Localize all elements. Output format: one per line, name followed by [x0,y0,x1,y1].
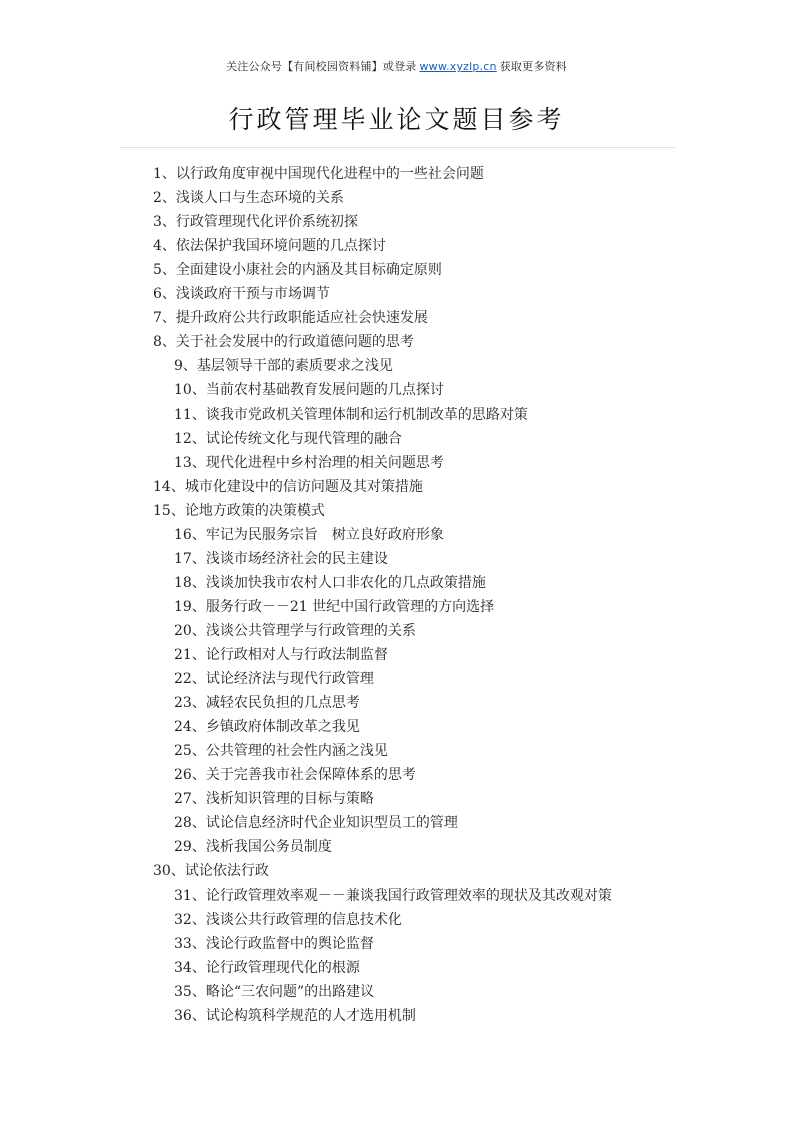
item-text: 试论传统文化与现代管理的融合 [205,430,402,447]
item-text: 公共管理的社会性内涵之浅见 [205,743,388,760]
item-text: 略论“三农问题”的出路建议 [205,983,375,1000]
item-text: 试论信息经济时代企业知识型员工的管理 [205,815,458,832]
list-item [174,909,402,931]
item-text: 当前农村基础教育发展问题的几点探讨 [205,382,444,399]
list-item [153,476,423,498]
item-number: 21、 [174,647,206,663]
list-item [174,404,528,426]
list-item [174,452,444,474]
item-text: 试论构筑科学规范的人才选用机制 [205,1007,416,1024]
list-item [174,379,444,401]
list-item [174,1005,416,1027]
item-number: 35、 [174,983,206,1000]
list-item [174,740,388,762]
item-text: 论地方政策的决策模式 [184,502,325,519]
item-text: 浅析知识管理的目标与策略 [205,791,374,808]
item-text: 论行政相对人与行政法制监督 [205,647,388,663]
list-item [174,548,388,570]
item-text: 论行政管理现代化的根源 [205,959,360,976]
item-number: 26、 [174,767,206,784]
list-item [174,620,416,642]
item-number: 33、 [174,935,206,952]
list-item [153,259,442,281]
item-text: 浅谈加快我市农村人口非农化的几点政策措施 [205,574,486,591]
list-item [174,764,416,786]
item-text: 全面建设小康社会的内涵及其目标确定原则 [175,262,442,279]
list-item [174,596,494,618]
item-text: 浅析我国公务员制度 [205,839,332,856]
item-text: 关于社会发展中的行政道德问题的思考 [175,334,414,351]
item-text: 浅谈人口与生态环境的关系 [175,190,344,207]
list-item [174,981,374,1003]
item-number: 19、 [174,598,206,615]
list-item [174,644,388,666]
item-number: 3、 [153,214,176,231]
item-text: 论行政管理效率观－－兼谈我国行政管理效率的现状及其改观对策 [205,887,612,904]
item-number: 24、 [174,719,206,736]
item-number: 31、 [174,887,206,904]
item-number: 8、 [153,334,176,351]
item-number: 16、 [174,526,206,543]
header-prefix: 关注公众号【有间校园资料铺】或登录 [226,60,417,73]
list-item [153,860,269,882]
item-number: 29、 [174,839,206,856]
item-number: 20、 [174,622,206,639]
list-item [153,283,330,305]
title-divider [120,147,675,148]
list-item [153,211,358,233]
item-number: 12、 [174,430,206,447]
item-number: 14、 [153,478,185,495]
list-item [174,572,486,594]
item-text: 服务行政－－21 世纪中国行政管理的方向选择 [205,598,495,615]
item-text: 浅谈公共管理学与行政管理的关系 [205,622,416,639]
item-number: 7、 [153,310,176,327]
item-text: 试论依法行政 [184,863,269,880]
item-number: 27、 [174,791,206,808]
item-number: 30、 [153,863,185,880]
item-text: 现代化进程中乡村治理的相关问题思考 [205,454,444,471]
item-text: 浅论行政监督中的舆论监督 [205,935,374,952]
header-suffix: 获取更多资料 [499,60,567,73]
item-text: 关于完善我市社会保障体系的思考 [205,767,416,784]
item-text: 浅谈市场经济社会的民主建设 [205,550,388,567]
item-text: 行政管理现代化评价系统初探 [175,214,358,231]
list-item [153,500,325,522]
item-text: 提升政府公共行政职能适应社会快速发展 [175,310,428,327]
item-number: 6、 [153,286,176,303]
list-item [153,187,344,209]
item-number: 11、 [174,406,206,423]
item-number: 32、 [174,911,206,928]
list-item [153,235,386,257]
list-item [174,428,402,450]
page-title: 行政管理毕业论文题目参考 [228,105,565,134]
list-item [174,355,393,377]
item-number: 13、 [174,454,206,471]
item-number: 15、 [153,502,185,519]
item-text: 谈我市党政机关管理体制和运行机制改革的思路对策 [205,406,528,423]
promo-header [0,58,793,74]
item-number: 2、 [153,190,176,207]
item-number: 18、 [174,574,206,591]
item-number: 22、 [174,671,206,688]
item-number: 10、 [174,382,206,399]
item-text: 减轻农民负担的几点思考 [205,695,360,712]
item-number: 34、 [174,959,206,976]
item-number: 1、 [153,166,176,182]
item-text: 城市化建设中的信访问题及其对策措施 [184,478,423,495]
list-item [174,836,332,858]
item-text: 以行政角度审视中国现代化进程中的一些社会问题 [175,166,484,182]
item-number: 25、 [174,743,206,760]
list-item [174,788,374,810]
list-item [174,692,360,714]
item-number: 36、 [174,1007,206,1024]
list-item [174,885,612,907]
item-number: 23、 [174,695,206,712]
list-item [174,524,444,546]
item-text: 浅谈公共行政管理的信息技术化 [205,911,402,928]
list-item [174,668,374,690]
list-item [153,163,484,185]
list-item [153,331,414,353]
list-item [174,812,458,834]
item-number: 5、 [153,262,176,279]
item-number: 17、 [174,550,206,567]
item-number: 9、 [174,358,197,375]
item-number: 28、 [174,815,206,832]
item-text: 基层领导干部的素质要求之浅见 [196,358,393,375]
list-item [174,716,360,738]
website-link[interactable]: www.xyzlp.cn [419,60,497,73]
list-item [174,957,360,979]
item-text: 浅谈政府干预与市场调节 [175,286,330,303]
list-item [153,307,428,329]
item-text: 牢记为民服务宗旨 树立良好政府形象 [205,526,444,543]
list-item [174,933,374,955]
item-number: 4、 [153,238,176,255]
item-text: 试论经济法与现代行政管理 [205,671,374,688]
item-text: 依法保护我国环境问题的几点探讨 [175,238,386,255]
item-text: 乡镇政府体制改革之我见 [205,719,360,736]
